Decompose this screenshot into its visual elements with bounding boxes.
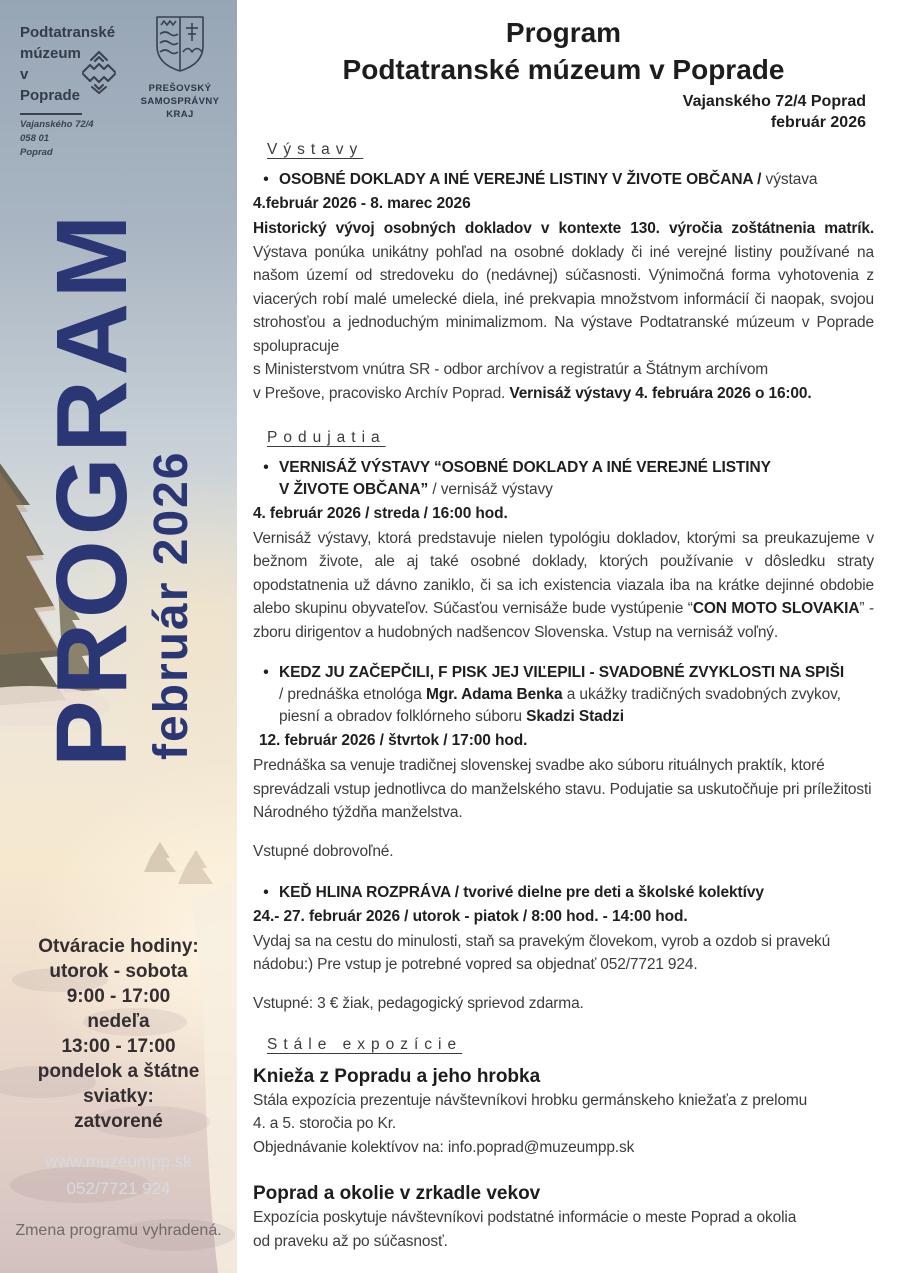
museum-address-line: Vajanského 72/4 (20, 119, 94, 130)
event-date: 4. február 2026 / streda / 16:00 hod. (253, 504, 508, 522)
description-text: ” - zboru dirigentov a hudobných nadšencov Slovenska. Vstup na vernisáž voľný. (253, 600, 874, 641)
opening-hours-line: utorok - sobota (49, 961, 188, 982)
event-title-suffix: výstava (761, 171, 818, 188)
event-description (253, 217, 874, 405)
event-note: Vstupné: 3 € žiak, pedagogický sprievod zdarma. (253, 995, 584, 1012)
description-bold: CON MOTO SLOVAKIA (692, 600, 860, 617)
bullet-glyph: • (263, 883, 269, 901)
museum-address-line: 058 01 (20, 133, 50, 144)
event-title (279, 169, 874, 191)
bullet-glyph: • (263, 171, 269, 188)
vertical-date-subtitle: február 2026 (145, 450, 198, 760)
museum-name-line: Podtatranské (20, 24, 116, 41)
event-title (279, 457, 874, 501)
description-text: s Ministerstvom vnútra SR - odbor archívov a registratúr a Štátnym archívom (253, 361, 769, 378)
psk-text-line: SAMOSPRÁVNY (140, 96, 220, 107)
opening-hours-line: nedeľa (87, 1011, 150, 1032)
event-item-1 (253, 169, 874, 191)
event-date: 12. február 2026 / štvrtok / 17:00 hod. (259, 732, 528, 749)
footer-note: Zmena programu vyhradená. (15, 1222, 222, 1239)
exposition-description: Expozícia poskytuje návštevníkovi podstatné informácie o meste Poprad a okolia od praveku až po súčasnosť. (253, 1209, 797, 1250)
vertical-program-title: PROGRAM (36, 209, 148, 767)
psk-logo-block (134, 14, 226, 121)
event-note: Vstupné dobrovoľné. (253, 843, 394, 860)
opening-hours-line: Otváracie hodiny: (38, 936, 199, 957)
psk-text-line: PREŠOVSKÝ (148, 83, 212, 94)
opening-hours-line: pondelok a štátne (37, 1061, 200, 1082)
museum-address-line: Poprad (20, 147, 53, 158)
event-title-bold: KEDZ JU ZAČEPČILI, F PISK JEJ VIĽEPILI - SVADOBNÉ ZVYKLOSTI NA SPIŠI (279, 664, 845, 681)
section-heading-vystavy: Výstavy (267, 141, 364, 158)
event-date: 4.február 2026 - 8. marec 2026 (253, 195, 471, 212)
description-text: v Prešove, pracovisko Archív Poprad. (253, 384, 510, 402)
event-item-2 (253, 457, 874, 501)
website-text: www.muzeumpp.sk (45, 1152, 192, 1171)
description-text: Výstava ponúka unikátny pohľad na osobné doklady či iné verejné listiny používané na našom území od stredoveku do (nedávnej) súčasnosti. Výnimočná forma vyhotovenia z viacerých robí malé umelecké diela, iné prekvapia množstvom informácií či naopak, svojou strohosťou a jednoduchým minimalizmom. Na výstave Podtatranské múzeum v Poprade spolupracuje (253, 243, 874, 355)
event-title (279, 662, 874, 728)
event-description: Vydaj sa na cestu do minulosti, staň sa pravekým človekom, vyrob a ozdob si pravekú nádobu:) Pre vstup je potrebné vopred sa objednať 052/7721 924. (253, 932, 831, 973)
description-bold-end: Vernisáž výstavy 4. februára 2026 o 16:00. (509, 384, 812, 402)
opening-hours (0, 934, 237, 1134)
opening-hours-line: 13:00 - 17:00 (61, 1036, 176, 1057)
description-bold-lead: Historický vývoj osobných dokladov v kontexte 130. výročia zoštátnenia matrík. (253, 220, 874, 237)
opening-hours-line: zatvorené (74, 1111, 163, 1132)
event-item-3 (253, 662, 874, 728)
header-date: február 2026 (770, 114, 866, 131)
bullet-glyph: • (263, 458, 269, 476)
psk-text-line: KRAJ (166, 109, 194, 120)
psk-coat-of-arms-icon (154, 14, 206, 74)
exposition-contact: Objednávanie kolektívov na: info.poprad@muzeumpp.sk (253, 1138, 635, 1156)
page-title-line2: Podtatranské múzeum v Poprade (342, 54, 785, 85)
event-title: KEĎ HLINA ROZPRÁVA / tvorivé dielne pre deti a školské kolektívy (279, 883, 764, 901)
contact-block (0, 1148, 237, 1202)
event-subtitle-text: a ukážky tradičných svadobných zvykov, piesní a obradov folklórneho súboru (279, 686, 841, 725)
opening-hours-line: sviatky: (83, 1086, 154, 1107)
museum-address (20, 118, 94, 160)
event-description (253, 527, 874, 645)
museum-name-line: Poprade (20, 87, 81, 104)
museum-name-line: múzeum (20, 45, 81, 62)
mountain-logo-icon (80, 50, 118, 94)
bullet-glyph: • (263, 664, 269, 681)
program-content (237, 0, 900, 1273)
header-address: Vajanského 72/4 Poprad (682, 93, 866, 110)
page-title-line1: Program (505, 17, 622, 48)
event-item-4 (253, 882, 874, 904)
event-title-bold: V ŽIVOTE OBČANA” (279, 480, 429, 498)
section-heading-podujatia: Podujatia (267, 428, 386, 446)
event-description: Prednáška sa venuje tradičnej slovenskej svadbe ako súboru rituálnych praktík, ktoré sprevádzali vstup jednotlivca do manželského stavu. Podujatie sa uskutočňuje pri príležitosti Národného týždňa manželstva. (253, 757, 872, 821)
event-subtitle-bold: Skadzi Stadzi (526, 708, 624, 725)
section-heading-expozicie: Stále expozície (267, 1035, 463, 1053)
museum-logo-block (0, 0, 237, 158)
phone-text: 052/7721 924 (66, 1179, 171, 1198)
exposition-title: Poprad a okolie v zrkadle vekov (253, 1183, 541, 1204)
event-subtitle-text: / prednáška etnológa (279, 686, 426, 703)
sidebar (0, 0, 237, 1273)
event-subtitle-bold: Mgr. Adama Benka (425, 686, 563, 703)
event-date: 24.- 27. február 2026 / utorok - piatok / 8:00 hod. - 14:00 hod. (253, 907, 688, 925)
museum-name-line: v (20, 66, 29, 83)
event-title-bold: VERNISÁŽ VÝSTAVY “OSOBNÉ DOKLADY A INÉ VEREJNÉ LISTINY (279, 458, 771, 476)
psk-logo-text (134, 82, 226, 121)
logo-divider (20, 113, 82, 115)
opening-hours-line: 9:00 - 17:00 (66, 986, 171, 1007)
event-title-bold: OSOBNÉ DOKLADY A INÉ VEREJNÉ LISTINY V ŽIVOTE OBČANA / (279, 171, 762, 188)
event-title-suffix: / vernisáž výstavy (428, 480, 553, 498)
exposition-title: Knieža z Popradu a jeho hrobka (253, 1065, 541, 1087)
description-text: Vernisáž výstavy, ktorá predstavuje nielen typológiu dokladov, ktorými sa preukazujeme v bežnom živote, ale aj také osobné doklady, ktorých používanie v dôsledku straty opodstatnenia už dávno zaniklo, či sa ich existencia viazala iba na krátke dejinné obdobie alebo skupinu obyvateľov. Súčasťou vernisáže bude vystúpenie “ (253, 529, 874, 617)
exposition-description: Stála expozícia prezentuje návštevníkovi hrobku germánskeho kniežaťa z prelomu 4. a 5. storočia po Kr. (253, 1091, 808, 1132)
